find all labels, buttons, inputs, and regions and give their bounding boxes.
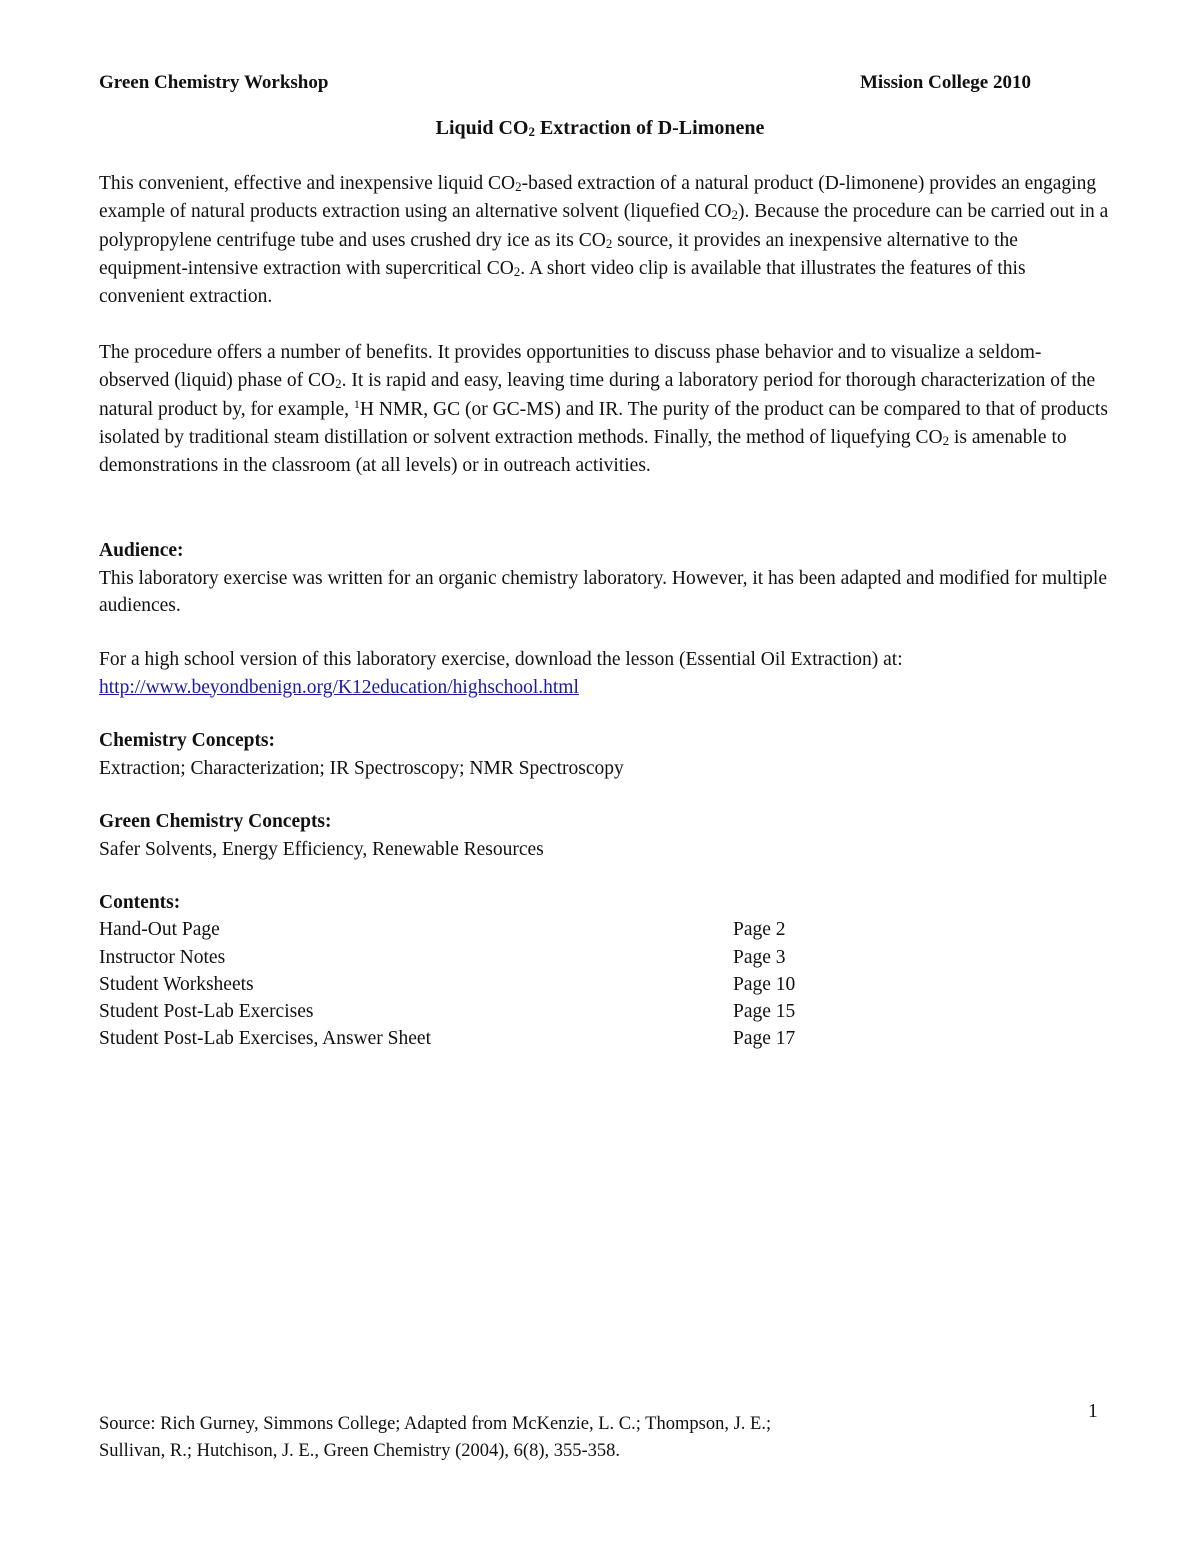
benefits-paragraph: The procedure offers a number of benefits. It provides opportunities to discuss phase behavior and to visualize a seldom-observed (liquid) phase of $CO_2$. It is rapid and easy, leaving time during a laboratory period for thorough characterization of the natural product by, for example, $^1$H NMR, GC (or GC-MS) and IR. The purity of the product can be compared to that of products isolated by traditional steam distillation or solvent extraction methods. Finally, the method of liquefying $CO_2$ is amenable to demonstrations in the classroom (at all levels) or in outreach activities. <box>99 342 1108 477</box>
high-school-link[interactable]: http://www.beyondbenign.org/K12education/highschool.html <box>99 676 579 698</box>
header-college: Mission College 2010 <box>860 72 1031 93</box>
high-school-section <box>99 646 1109 701</box>
contents-item-page: Page 3 <box>733 946 786 968</box>
chemistry-concepts-section <box>99 727 1109 782</box>
contents-item-page: Page 17 <box>733 1028 796 1050</box>
contents-heading: Contents: <box>99 892 181 913</box>
high-school-text: For a high school version of this laboratory exercise, download the lesson (Essential Oil Extraction) at: <box>99 649 903 670</box>
green-concepts-heading: Green Chemistry Concepts: <box>99 811 332 832</box>
contents-section <box>99 889 899 1053</box>
source-line-1: Source: Rich Gurney, Simmons College; Adapted from McKenzie, L. C.; Thompson, J. E.; <box>99 1414 772 1434</box>
page-number: 1 <box>1088 1401 1098 1422</box>
contents-item-name: Student Post-Lab Exercises, Answer Sheet <box>99 1028 431 1050</box>
contents-row <box>99 944 899 971</box>
audience-heading: Audience: <box>99 540 184 561</box>
audience-text: This laboratory exercise was written for an organic chemistry laboratory. However, it has been adapted and modified for multiple audiences. <box>99 567 1108 616</box>
contents-item-name: Instructor Notes <box>99 946 226 968</box>
contents-item-page: Page 15 <box>733 1001 796 1023</box>
contents-item-page: Page 2 <box>733 919 786 941</box>
contents-item-name: Student Worksheets <box>99 973 254 995</box>
contents-row <box>99 1025 899 1052</box>
contents-item-name: Student Post-Lab Exercises <box>99 1001 314 1023</box>
contents-row <box>99 971 899 998</box>
chemistry-concepts-text: Extraction; Characterization; IR Spectroscopy; NMR Spectroscopy <box>99 757 624 779</box>
green-concepts-section <box>99 808 1109 863</box>
source-line-2: Sullivan, R.; Hutchison, J. E., Green Chemistry (2004), 6(8), 355-358. <box>99 1441 621 1461</box>
audience-section <box>99 537 1109 620</box>
contents-item-page: Page 10 <box>733 973 796 995</box>
header-workshop: Green Chemistry Workshop <box>99 72 329 93</box>
document-title: Liquid $CO_2$ Extraction of D-Limonene <box>435 117 765 139</box>
intro-paragraph: This convenient, effective and inexpensive liquid $CO_2$-based extraction of a natural product (D-limonene) provides an engaging example of natural products extraction using an alternative solvent (liquefied $CO_2$). Because the procedure can be carried out in a polypropylene centrifuge tube and uses crushed dry ice as its $CO_2$ source, it provides an inexpensive alternative to the equipment-intensive extraction with supercritical $CO_2$. A short video clip is available that illustrates the features of this convenient extraction. <box>99 173 1109 308</box>
contents-item-name: Hand-Out Page <box>99 919 220 941</box>
source-citation <box>99 1411 999 1465</box>
contents-row <box>99 998 899 1025</box>
green-concepts-text: Safer Solvents, Energy Efficiency, Renewable Resources <box>99 838 544 860</box>
chemistry-concepts-heading: Chemistry Concepts: <box>99 730 276 751</box>
contents-row <box>99 916 899 943</box>
